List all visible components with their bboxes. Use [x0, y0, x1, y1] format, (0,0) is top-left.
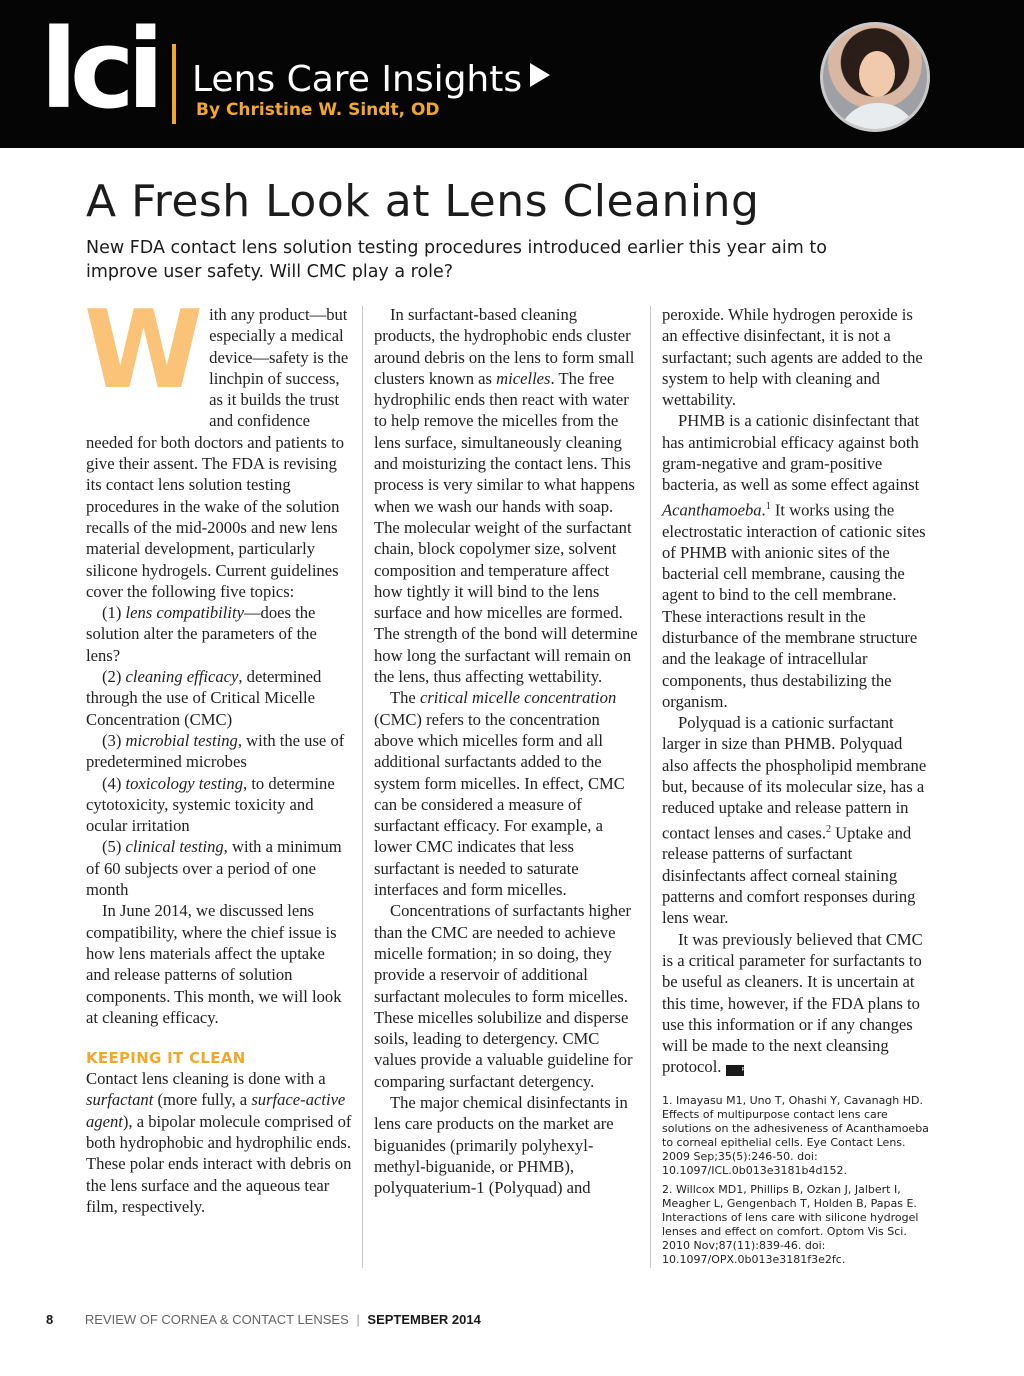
citation-marker: 2	[826, 823, 832, 835]
department-title-text: Lens Care Insights	[192, 59, 523, 100]
body-paragraph: Polyquad is a cationic surfactant larger in size than PHMB. Polyquad also affects the phospholipid membrane but, because of its molecular size, has a reduced uptake and release pattern in contact lenses and cases.$^2$ Uptake and release patterns of surfactant disinfectants affect corneal staining patterns and comfort responses during lens wear.	[662, 713, 927, 928]
article-title: A Fresh Look at Lens Cleaning	[86, 176, 760, 227]
column-divider	[650, 306, 651, 1268]
body-paragraph: Concentrations of surfactants higher than the CMC are needed to achieve micelle formation; in so doing, they provide a reservoir of additional surfactant molecules to form micelles. These micelles solubilize and disperse soils, leading to detergency. CMC values provide a valuable guideline for comparing surfactant detergency.	[374, 901, 633, 1091]
body-paragraph: peroxide. While hydrogen peroxide is an effective disinfectant, it is not a surfactant; such agents are added to the system to help with cleaning and wettability.	[662, 305, 923, 410]
column-divider	[362, 306, 363, 1268]
department-title	[192, 58, 550, 102]
body-paragraph: It was previously believed that CMC is a critical parameter for surfactants to be useful as cleaners. It is uncertain at this time, however, if the FDA plans to use this information or if any changes will be made to the next cleansing protocol. RCCL	[662, 929, 923, 1077]
list-item: (2) cleaning efficacy, determined through the use of Critical Micelle Concentration (CMC)	[86, 667, 322, 729]
department-header	[0, 0, 1024, 148]
issue-date: SEPTEMBER 2014	[367, 1312, 481, 1327]
section-heading: KEEPING IT CLEAN	[86, 1049, 246, 1068]
body-paragraph: The major chemical disinfectants in lens care products on the market are biguanides (primarily polyhexyl-methyl-biguanide, or PHMB), polyquaterium-1 (Polyquad) and	[374, 1092, 628, 1198]
reference-item: 2. Willcox MD1, Phillips B, Ozkan J, Jalbert I, Meagher L, Gengenbach T, Holden B, Papas E. Interactions of lens care with silicone hydrogel lenses and effect on comfort. Optom Vis Sci. 2010 Nov;87(11):839-46. doi: 10.1097/OPX.0b013e3181f3e2fc.	[662, 1182, 919, 1266]
intro-text: ith any product—but especially a medical device—safety is the linchpin of success, as it builds the trust and confidence needed for both doctors and patients to give their assent. The FDA is revising its contact lens solution testing procedures in the wake of the solution recalls of the mid-2000s and new lens material development, particularly silicone hydrogels. Current guidelines cover the following five topics:	[86, 305, 349, 601]
page-number: 8	[46, 1312, 54, 1327]
lci-logo: lci	[40, 5, 157, 133]
footer-separator: |	[356, 1312, 360, 1327]
body-paragraph: In surfactant-based cleaning products, the hydrophobic ends cluster around debris on the lens to form small clusters known as micelles. The free hydrophilic ends then react with water to help remove the micelles from the lens surface, simultaneously cleaning and moisturizing the contact lens. This process is very similar to what happens when we wash our hands with soap. The molecular weight of the surfactant chain, block copolymer size, solvent composition and temperature affect how tightly it will bind to the lens surface and how micelles are formed. The strength of the bond will determine how long the surfactant will remain on the lens, thus affecting wettability.	[374, 305, 638, 687]
author-avatar	[820, 22, 930, 132]
play-triangle-icon	[530, 63, 550, 87]
publication-name: REVIEW OF CORNEA & CONTACT LENSES	[84, 1312, 349, 1327]
intro-paragraph	[84, 288, 352, 602]
body-paragraph: Contact lens cleaning is done with a surfactant (more fully, a surface-active agent), a bipolar molecule comprised of both hydrophobic and hydrophilic ends. These polar ends interact with debris on the lens surface and the aqueous tear film, respectively.	[86, 1069, 352, 1216]
list-item: (1) lens compatibility—does the solution alter the parameters of the lens?	[86, 603, 317, 665]
article-column-2	[374, 304, 640, 1198]
article-subtitle: New FDA contact lens solution testing procedures introduced earlier this year aim to improve user safety. Will CMC play a role?	[86, 238, 827, 282]
list-item: (4) toxicology testing, to determine cytotoxicity, systemic toxicity and ocular irritation	[86, 773, 335, 836]
references	[662, 1094, 932, 1267]
reference-item: 1. Imayasu M1, Uno T, Ohashi Y, Cavanagh HD. Effects of multipurpose contact lens care solutions on the adhesiveness of Acanthamoeba to corneal epithelial cells. Eye Contact Lens. 2009 Sep;35(5):246-50. doi: 10.1097/ICL.0b013e3181b4d152.	[662, 1093, 929, 1177]
list-item: (3) microbial testing, with the use of predetermined microbes	[86, 730, 345, 772]
list-item: (5) clinical testing, with a minimum of 60 subjects over a period of one month	[86, 837, 342, 900]
drop-cap: W	[84, 288, 204, 413]
article-column-1	[84, 288, 352, 1217]
body-paragraph: In June 2014, we discussed lens compatibility, where the chief issue is how lens materials affect the uptake and release patterns of solution components. This month, we will look at cleaning efficacy.	[86, 901, 342, 1027]
author-byline: By Christine W. Sindt, OD	[196, 100, 440, 120]
body-paragraph: PHMB is a cationic disinfectant that has antimicrobial efficacy against both gram-negative and gram-positive bacteria, as well as some effect against Acanthamoeba.$^1$ It works using the electrostatic interaction of cationic sites of PHMB with anionic sites of the bacterial cell membrane, causing the agent to bind to the cell membrane. These interactions result in the disturbance of the membrane structure and the leakage of intracellular components, thus destabilizing the organism.	[662, 411, 926, 711]
article-column-3	[662, 304, 932, 1272]
body-paragraph: The critical micelle concentration (CMC) refers to the concentration above which micelles form and all additional surfactants added to the system form micelles. In effect, CMC can be considered a measure of surfactant efficacy. For example, a lower CMC indicates that less surfactant is needed to saturate interfaces and form micelles.	[374, 688, 625, 900]
citation-marker: 1	[765, 500, 771, 512]
end-mark-icon: RCCL	[726, 1065, 744, 1076]
page-footer	[46, 1312, 481, 1327]
logo-divider	[172, 44, 176, 124]
